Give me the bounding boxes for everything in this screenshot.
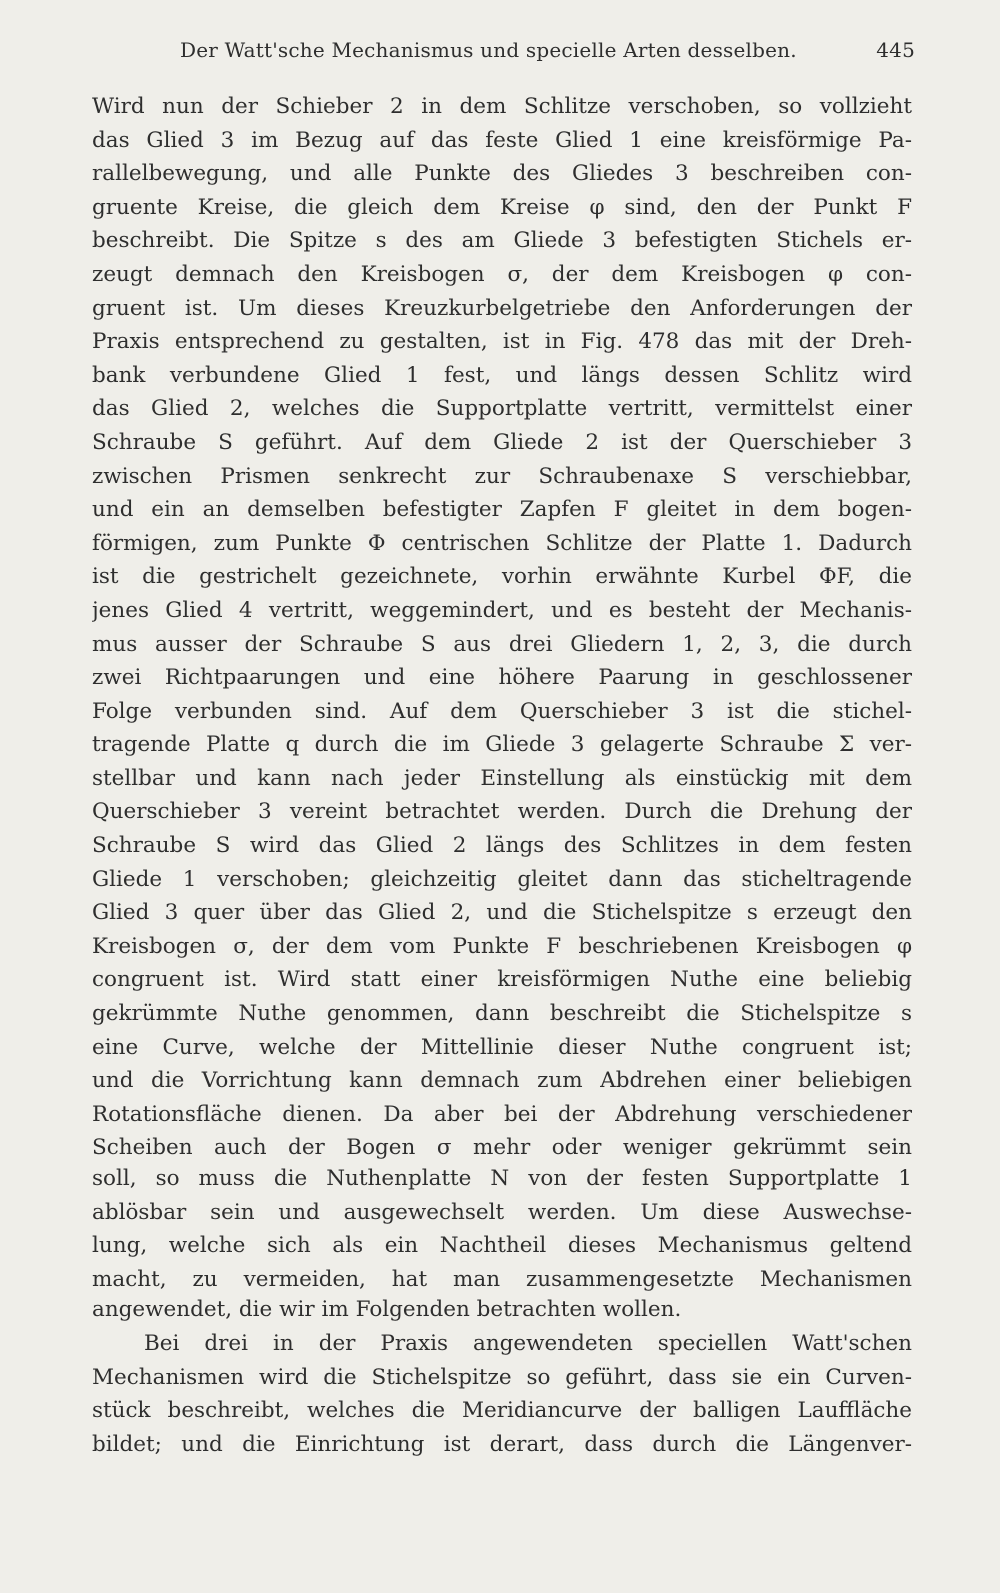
text-line: Schraube S geführt. Auf dem Gliede 2 ist der Querschieber 3 [92,429,912,455]
text-line: und ein an demselben befestigter Zapfen F gleitet in dem bogen- [92,497,912,523]
text-line: Kreisbogen σ, der dem vom Punkte F beschriebenen Kreisbogen φ [92,933,912,959]
text-line: förmigen, zum Punkte Φ centrischen Schlitze der Platte 1. Dadurch [92,530,912,556]
text-line: das Glied 3 im Bezug auf das feste Glied 1 eine kreisförmige Pa- [92,127,912,153]
text-line: macht, zu vermeiden, hat man zusammengesetzte Mechanismen [92,1266,912,1292]
text-line: Glied 3 quer über das Glied 2, und die Stichelspitze s erzeugt den [92,900,912,926]
text-line: gruent ist. Um dieses Kreuzkurbelgetriebe den Anforderungen der [92,295,912,321]
text-line: eine Curve, welche der Mittellinie dieser Nuthe congruent ist; [92,1034,912,1060]
header-title: Der Watt'sche Mechanismus und specielle Arten desselben. [180,38,797,62]
text-line: angewendet, die wir im Folgenden betrachten wollen. [92,1297,682,1323]
text-line: mus ausser der Schraube S aus drei Gliedern 1, 2, 3, die durch [92,631,912,657]
text-line: lung, welche sich als ein Nachtheil dieses Mechanismus geltend [92,1233,912,1259]
text-line: Bei drei in der Praxis angewendeten speciellen Watt'schen [144,1330,912,1356]
text-line: stück beschreibt, welches die Meridiancurve der balligen Lauffläche [92,1398,912,1424]
text-line: Schraube S wird das Glied 2 längs des Schlitzes in dem festen [92,833,912,859]
text-line: gekrümmte Nuthe genommen, dann beschreibt die Stichelspitze s [92,1001,912,1027]
text-line: das Glied 2, welches die Supportplatte vertritt, vermittelst einer [92,396,912,422]
page-number: 445 [876,38,915,62]
text-line: bank verbundene Glied 1 fest, und längs dessen Schlitz wird [92,362,912,388]
text-line: Scheiben auch der Bogen σ mehr oder weniger gekrümmt sein [92,1135,912,1161]
text-line: zwei Richtpaarungen und eine höhere Paarung in geschlossener [92,665,912,691]
text-line: soll, so muss die Nuthenplatte N von der festen Supportplatte 1 [92,1166,912,1191]
text-line: congruent ist. Wird statt einer kreisförmigen Nuthe eine beliebig [92,967,912,993]
text-line: jenes Glied 4 vertritt, weggemindert, und es besteht der Mechanis- [92,597,912,623]
text-line: ablösbar sein und ausgewechselt werden. Um diese Auswechse- [92,1199,912,1225]
text-line: Folge verbunden sind. Auf dem Querschieber 3 ist die stichel- [92,698,912,724]
text-line: stellbar und kann nach jeder Einstellung als einstückig mit dem [92,765,912,791]
text-line: zeugt demnach den Kreisbogen σ, der dem Kreisbogen φ con- [92,261,912,287]
text-line: und die Vorrichtung kann demnach zum Abdrehen einer beliebigen [92,1068,912,1094]
text-line: bildet; und die Einrichtung ist derart, dass durch die Längenver- [92,1431,912,1457]
text-line: Wird nun der Schieber 2 in dem Schlitze verschoben, so vollzieht [92,94,912,119]
running-header [180,30,915,70]
text-line: gruente Kreise, die gleich dem Kreise φ sind, den der Punkt F [92,194,912,220]
text-line: Gliede 1 verschoben; gleichzeitig gleitet dann das sticheltragende [92,866,912,892]
text-line: ist die gestrichelt gezeichnete, vorhin erwähnte Kurbel ΦF, die [92,564,912,590]
body-text [92,90,912,1467]
text-line: rallelbewegung, und alle Punkte des Gliedes 3 beschreiben con- [92,161,912,187]
text-line: tragende Platte q durch die im Gliede 3 gelagerte Schraube Σ ver- [92,732,912,758]
text-line: Rotationsfläche dienen. Da aber bei der Abdrehung verschiedener [92,1101,912,1127]
text-line: Mechanismen wird die Stichelspitze so geführt, dass sie ein Curven- [92,1364,912,1390]
text-line: Querschieber 3 vereint betrachtet werden. Durch die Drehung der [92,799,912,825]
text-line: zwischen Prismen senkrecht zur Schraubenaxe S verschiebbar, [92,463,912,489]
text-line: Praxis entsprechend zu gestalten, ist in Fig. 478 das mit der Dreh- [92,329,912,355]
text-line: beschreibt. Die Spitze s des am Gliede 3 befestigten Stichels er- [92,228,912,254]
